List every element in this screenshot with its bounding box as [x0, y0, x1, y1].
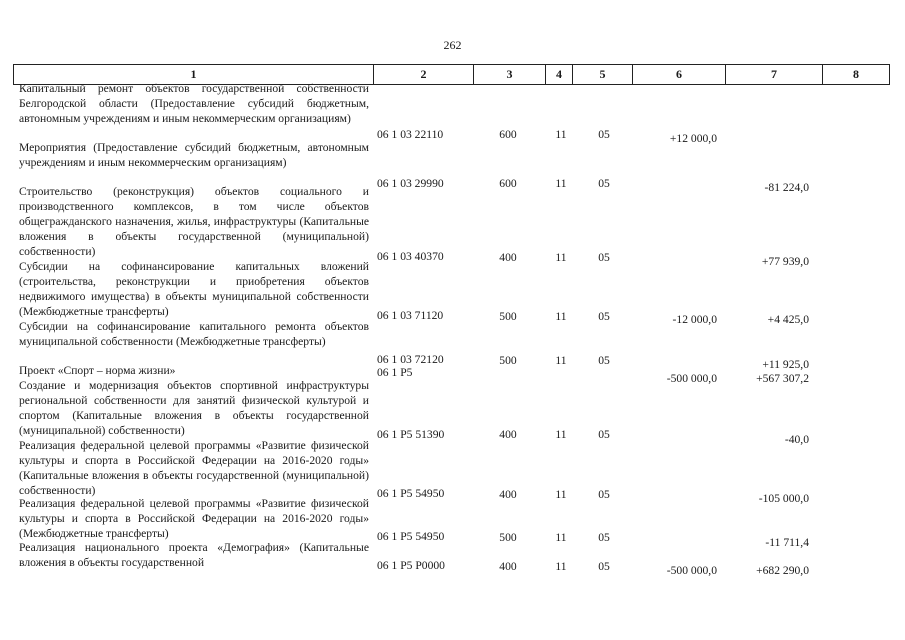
column-header: 6 [632, 65, 725, 84]
amount-col7: -81 224,0 [764, 181, 809, 194]
amount-col7: +11 925,0 [762, 358, 809, 371]
column-header: 3 [473, 65, 545, 84]
column-header: 4 [545, 65, 572, 84]
row-description: Реализация национального проекта «Демография» (Капитальные вложения в объекты государственной [19, 541, 369, 570]
expense-type: 400 [499, 428, 517, 441]
section: 11 [555, 310, 567, 323]
row-description: Субсидии на софинансирование капитальных вложений (строительства, реконструкции и приобретения объектов недвижимого имущества) в объекты муниципальной собственности (Межбюджетные трансферты) [19, 260, 369, 319]
subsection: 05 [598, 354, 610, 367]
column-header: 1 [13, 65, 373, 84]
row-description: Мероприятия (Предоставление субсидий бюджетным, автономным учреждениям и иным некоммерческим организациям) [19, 141, 369, 170]
section: 11 [555, 177, 567, 190]
section: 11 [555, 531, 567, 544]
amount-col6: -12 000,0 [672, 313, 717, 326]
column-header: 5 [572, 65, 632, 84]
expense-type: 400 [499, 251, 517, 264]
target-code: 06 1 P5 54950 [377, 530, 445, 543]
subsection: 05 [598, 428, 610, 441]
row-description: Реализация федеральной целевой программы «Развитие физической культуры и спорта в Российской Федерации на 2016-2020 годы» (Межбюджетные трансферты) [19, 497, 369, 541]
amount-col7: -11 711,4 [765, 536, 809, 549]
expense-type: 400 [499, 488, 517, 501]
target-code: 06 1 03 71120 [377, 309, 444, 322]
amount-col6: -500 000,0 [666, 372, 717, 385]
section: 11 [555, 428, 567, 441]
subsection: 05 [598, 177, 610, 190]
subsection: 05 [598, 128, 610, 141]
amount-col6: -500 000,0 [666, 564, 717, 577]
section: 11 [555, 488, 567, 501]
amount-col7: +682 290,0 [756, 564, 809, 577]
amount-col7: -105 000,0 [758, 492, 809, 505]
amount-col7: +77 939,0 [761, 255, 809, 268]
target-code: 06 1 03 40370 [377, 250, 444, 263]
section: 11 [555, 354, 567, 367]
target-code: 06 1 03 29990 [377, 177, 444, 190]
amount-col7: +4 425,0 [767, 313, 809, 326]
row-description: Проект «Спорт – норма жизни» [19, 364, 176, 377]
section: 11 [555, 560, 567, 573]
expense-type: 600 [499, 128, 517, 141]
section: 11 [555, 251, 567, 264]
target-code: 06 1 P5 [377, 366, 413, 379]
page-number: 262 [443, 38, 462, 52]
expense-type: 500 [499, 354, 517, 367]
subsection: 05 [598, 310, 610, 323]
column-header: 2 [373, 65, 473, 84]
subsection: 05 [598, 488, 610, 501]
target-code: 06 1 P5 P0000 [377, 559, 445, 572]
expense-type: 600 [499, 177, 517, 190]
amount-col6: +12 000,0 [669, 132, 717, 145]
row-description: Создание и модернизация объектов спортивной инфраструктуры региональной собственности для занятий физической культурой и спортом (Капитальные вложения в объекты государственной (муниципальной) собственности) [19, 379, 369, 438]
row-description: Капитальный ремонт объектов государственной собственности Белгородской области (Предоставление субсидий бюджетным, автономным учреждениям и иным некоммерческим организациям) [19, 82, 369, 126]
row-description: Субсидии на софинансирование капитального ремонта объектов муниципальной собственности (Межбюджетные трансферты) [19, 320, 369, 349]
column-header: 7 [725, 65, 822, 84]
amount-col7: -40,0 [784, 433, 809, 446]
row-description: Строительство (реконструкция) объектов социального и производственного комплексов, в том числе объектов общегражданского назначения, жилья, инфраструктуры (Капитальные вложения в объекты государственной (муниципальной) собственности) [19, 185, 369, 259]
expense-type: 400 [499, 560, 517, 573]
subsection: 05 [598, 560, 610, 573]
column-header: 8 [822, 65, 890, 84]
amount-col7: +567 307,2 [756, 372, 809, 385]
subsection: 05 [598, 531, 610, 544]
section: 11 [555, 128, 567, 141]
target-code: 06 1 03 22110 [377, 128, 444, 141]
row-description: Реализация федеральной целевой программы «Развитие физической культуры и спорта в Российской Федерации на 2016-2020 годы» (Капитальные вложения в объекты государственной (муниципальной) собственности) [19, 439, 369, 498]
expense-type: 500 [499, 310, 517, 323]
subsection: 05 [598, 251, 610, 264]
expense-type: 500 [499, 531, 517, 544]
target-code: 06 1 03 72120 [377, 353, 444, 366]
target-code: 06 1 P5 51390 [377, 428, 445, 441]
target-code: 06 1 P5 54950 [377, 487, 445, 500]
